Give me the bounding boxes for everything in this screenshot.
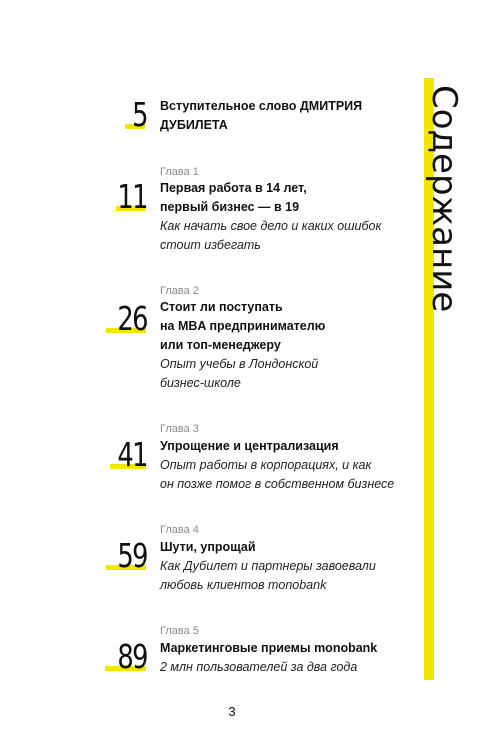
entry-title: Маркетинговые приемы monobank xyxy=(160,641,378,655)
entry-page-number: 41 xyxy=(117,435,147,474)
chapter-label: Глава 4 xyxy=(160,524,199,536)
entry-page-number: 5 xyxy=(132,95,147,134)
entry-title: Упрощение и централизация xyxy=(160,439,339,453)
entry-title: Первая работа в 14 лет, первый бизнес — в 19 xyxy=(160,181,307,214)
entry-page-number: 11 xyxy=(117,177,147,216)
entry-title: Стоит ли поступать на MBA предпринимателю или топ-менеджеру xyxy=(160,300,326,352)
entry-subtitle: Опыт учебы в Лондонской бизнес-школе xyxy=(160,357,319,390)
toc-heading: Содержание xyxy=(424,85,464,313)
chapter-label: Глава 1 xyxy=(160,166,199,178)
page-number: 3 xyxy=(228,704,236,719)
entry-page-number: 89 xyxy=(117,637,147,676)
chapter-label: Глава 2 xyxy=(160,285,199,297)
entry-page-number: 26 xyxy=(117,299,147,338)
entry-page-number: 59 xyxy=(117,536,147,575)
chapter-label: Глава 3 xyxy=(160,423,199,435)
entry-subtitle: Опыт работы в корпорациях, и как он позже помог в собственном бизнесе xyxy=(160,458,395,491)
entry-title: Вступительное слово ДМИТРИЯ ДУБИЛЕТА xyxy=(160,99,363,132)
entry-title: Шути, упрощай xyxy=(160,540,256,554)
entry-subtitle: Как Дубилет и партнеры завоевали любовь клиентов monobank xyxy=(160,559,376,592)
chapter-label: Глава 5 xyxy=(160,625,199,637)
entry-subtitle: Как начать свое дело и каких ошибок стоит избегать xyxy=(160,219,382,252)
entry-subtitle: 2 млн пользователей за два года xyxy=(160,660,358,674)
